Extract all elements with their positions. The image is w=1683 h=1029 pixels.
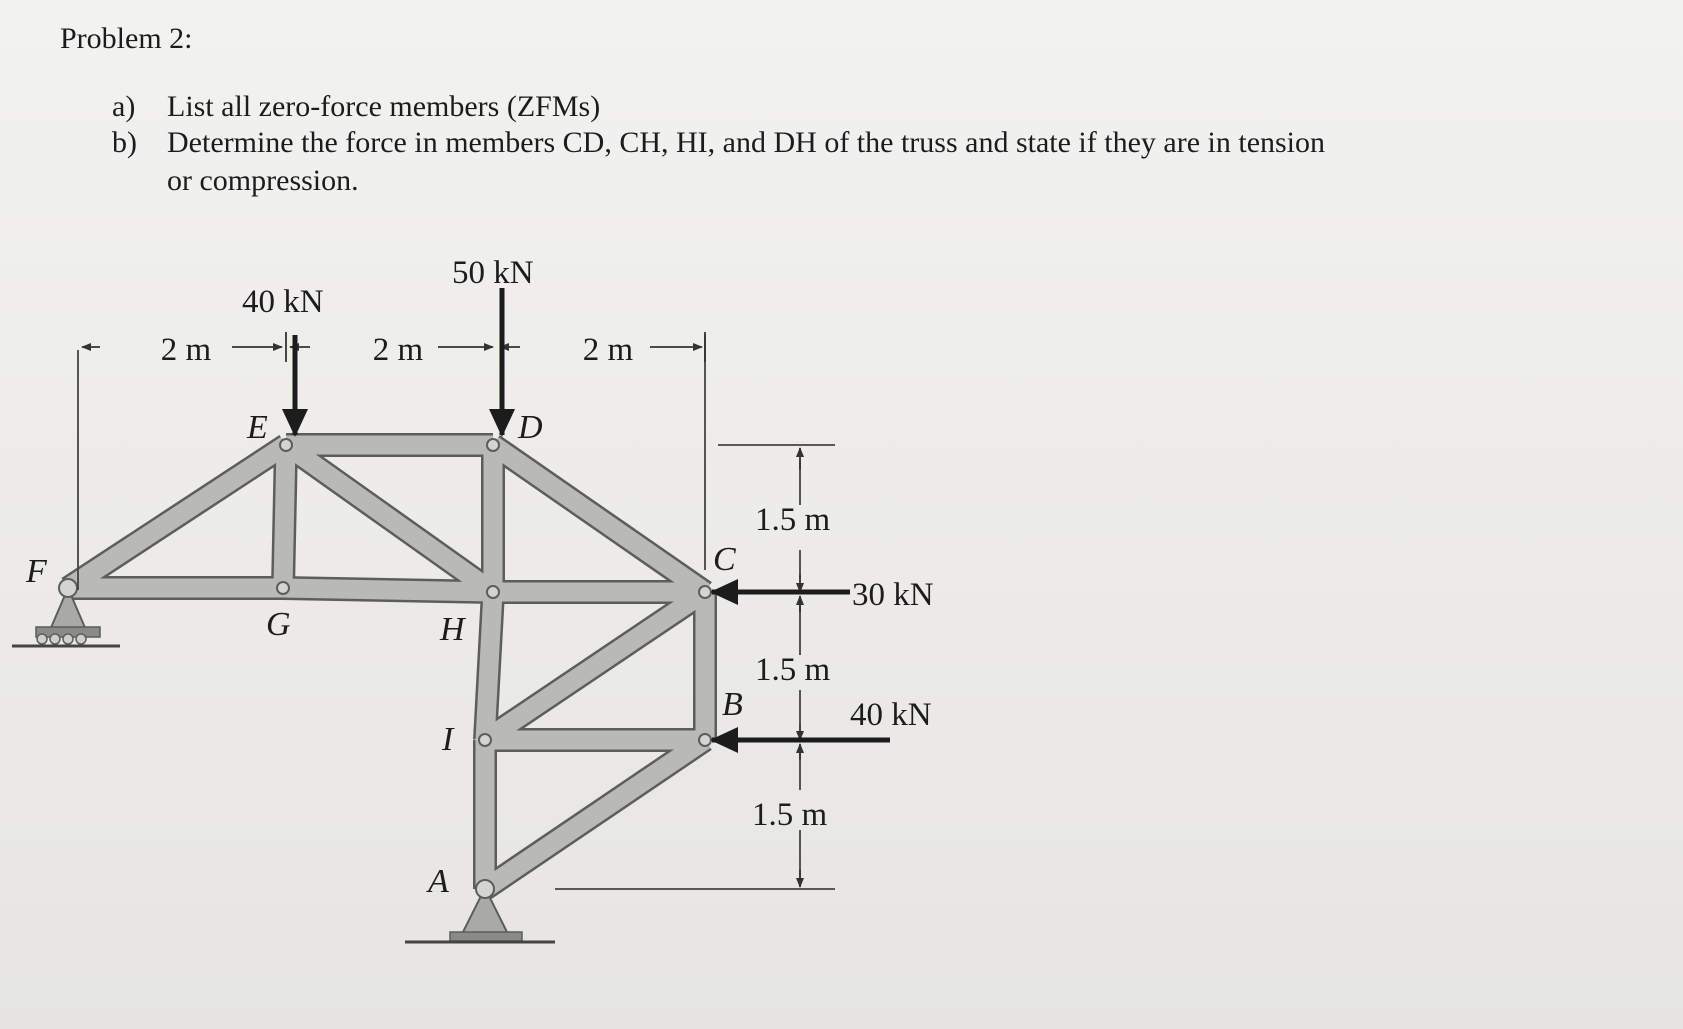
- load-label-d: 50 kN: [452, 255, 534, 291]
- part-b-label: b): [112, 126, 137, 159]
- part-b-text: Determine the force in members CD, CH, HI, and DH of the truss and state if they are in tension: [167, 126, 1326, 159]
- node-label-b: B: [722, 686, 743, 723]
- node-label-h: H: [440, 611, 465, 648]
- member-hi: [485, 592, 493, 740]
- load-label-c: 30 kN: [852, 577, 934, 613]
- part-a-text: List all zero-force members (ZFMs): [167, 90, 601, 123]
- member-eg: [283, 445, 286, 588]
- node-label-e: E: [247, 409, 268, 446]
- member-eh: [286, 445, 493, 592]
- dim-label-fe: 2 m: [160, 332, 212, 368]
- problem-title: Problem 2:: [60, 22, 193, 55]
- member-gh: [283, 588, 493, 592]
- load-label-b: 40 kN: [850, 697, 932, 733]
- node-label-g: G: [266, 606, 291, 643]
- joint-e: [280, 439, 292, 451]
- node-label-c: C: [713, 541, 736, 578]
- load-label-e: 40 kN: [242, 284, 324, 320]
- dim-label-ba-height: 1.5 m: [752, 797, 828, 833]
- joint-g: [277, 582, 289, 594]
- joint-i: [479, 734, 491, 746]
- part-a-label: a): [112, 90, 136, 123]
- joint-h: [487, 586, 499, 598]
- member-ci: [485, 592, 705, 740]
- member-dc: [493, 445, 705, 592]
- node-label-f: F: [26, 553, 47, 590]
- dim-label-dc: 2 m: [582, 332, 634, 368]
- joint-c: [699, 586, 711, 598]
- joint-b: [699, 734, 711, 746]
- node-label-d: D: [518, 409, 543, 446]
- node-label-a: A: [428, 863, 449, 900]
- joint-d: [487, 439, 499, 451]
- member-fe: [68, 445, 286, 588]
- member-ba: [485, 740, 705, 889]
- joint-a: [476, 880, 494, 898]
- part-b-text-continued: or compression.: [167, 164, 359, 197]
- dim-label-cb-height: 1.5 m: [755, 652, 831, 688]
- dim-label-dc-height: 1.5 m: [755, 502, 831, 538]
- joint-f: [59, 579, 77, 597]
- node-label-i: I: [442, 721, 454, 758]
- dim-label-ed: 2 m: [372, 332, 424, 368]
